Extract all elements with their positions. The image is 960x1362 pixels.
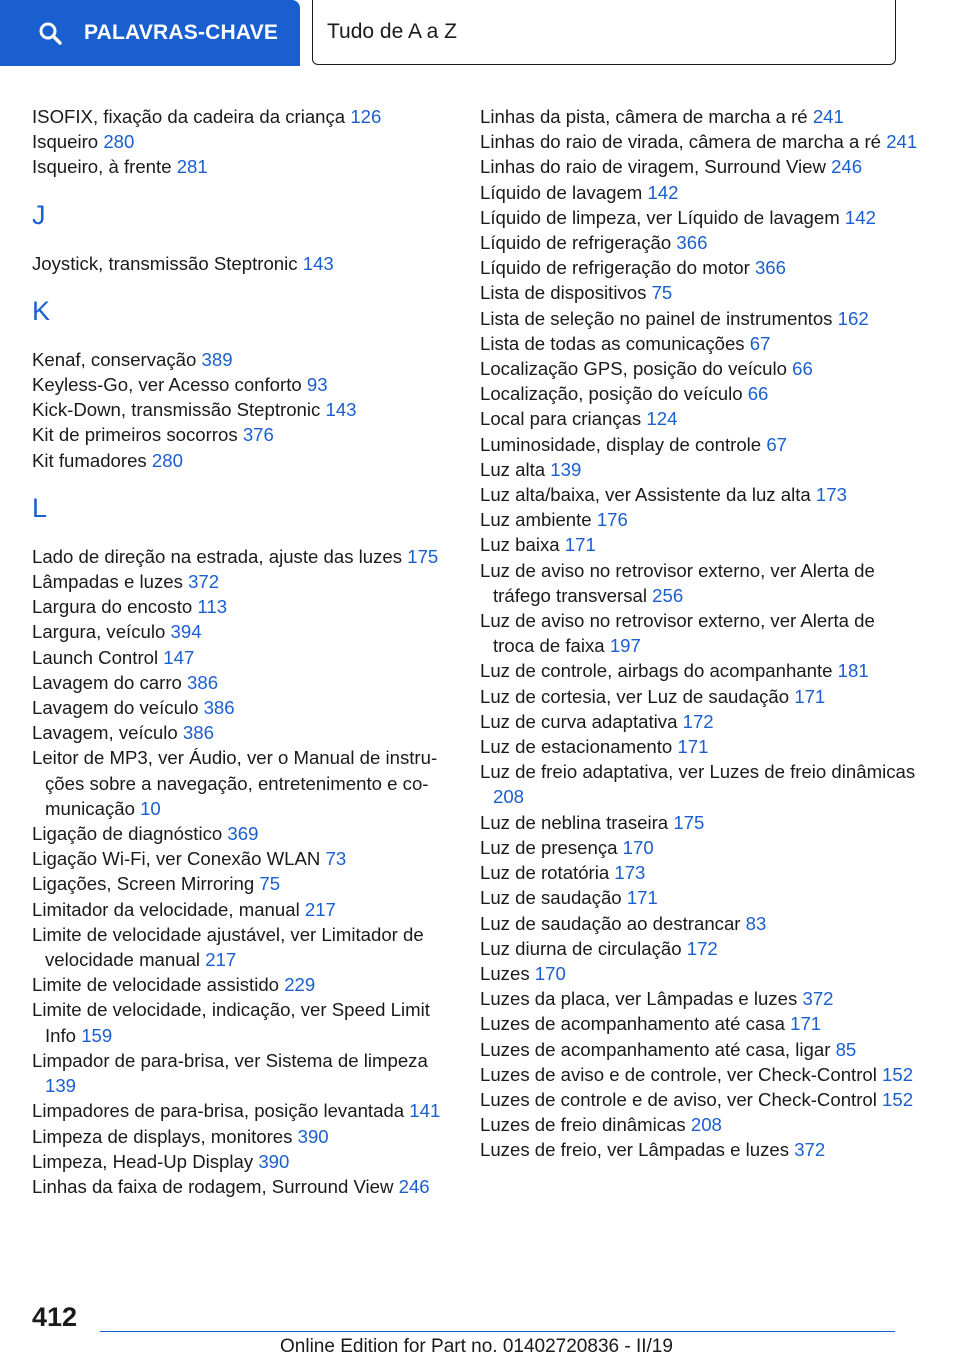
index-entry-text: Lavagem do carro	[32, 671, 182, 693]
index-entry	[32, 154, 462, 179]
index-entry	[32, 544, 462, 569]
page-reference-link[interactable]: 229	[284, 974, 316, 996]
page-reference-link[interactable]: 376	[242, 424, 274, 446]
page-reference-link[interactable]: 386	[182, 722, 214, 744]
index-entry-text: Kit fumadores	[32, 449, 147, 471]
page-reference-link[interactable]: 171	[790, 1013, 822, 1035]
index-entry-text: Luzes de freio, ver Lâmpadas e luzes	[480, 1139, 790, 1161]
page-reference-link[interactable]: 366	[676, 232, 708, 254]
index-entry-text: Limite de velocidade, indicação, ver Speed Limit Info	[32, 999, 430, 1046]
index-entry	[480, 280, 920, 305]
index-entry-text: Líquido de refrigeração do motor	[480, 257, 750, 279]
index-entry-text: Isqueiro	[32, 131, 99, 153]
index-entry	[480, 1011, 920, 1036]
index-entry-text: Líquido de limpeza, ver Líquido de lavagem	[480, 206, 840, 228]
index-entry	[480, 331, 920, 356]
index-entry-text: Lado de direção na estrada, ajuste das luzes	[32, 545, 403, 567]
index-entry-text: Limpeza de displays, monitores	[32, 1125, 293, 1147]
index-entry	[32, 397, 462, 422]
index-entry-text: Luz de aviso no retrovisor externo, ver Alerta de troca de faixa	[480, 610, 875, 657]
page-reference-link[interactable]: 256	[652, 584, 684, 606]
index-entry	[32, 997, 462, 1047]
index-entry-text: Luz baixa	[480, 534, 560, 556]
index-letter-heading: J	[32, 199, 46, 230]
page-reference-link[interactable]: 172	[686, 937, 718, 959]
index-entry	[480, 104, 920, 129]
index-entry	[32, 1098, 462, 1123]
page-reference-link[interactable]: 386	[187, 671, 219, 693]
page-reference-link[interactable]: 143	[302, 252, 334, 274]
index-entry-text: Luz alta/baixa, ver Assistente da luz alta	[480, 484, 811, 506]
index-entry-text: Lavagem do veículo	[32, 697, 199, 719]
page-reference-link[interactable]: 390	[297, 1125, 329, 1147]
page-reference-link[interactable]: 139	[45, 1075, 77, 1097]
index-entry	[32, 448, 462, 473]
index-entry	[480, 558, 920, 608]
index-entry-text: Limpeza, Head-Up Display	[32, 1150, 254, 1172]
page-reference-link[interactable]: 171	[626, 887, 658, 909]
index-entry-text: Isqueiro, à frente	[32, 156, 172, 178]
index-entry-text: Luz de presença	[480, 836, 618, 858]
page-reference-link[interactable]: 386	[203, 697, 235, 719]
index-entry	[32, 1124, 462, 1149]
index-entry	[480, 482, 920, 507]
page-reference-link[interactable]: 394	[170, 621, 202, 643]
index-entry	[32, 720, 462, 745]
index-entry-text: Limitador da velocidade, manual	[32, 898, 300, 920]
index-entry	[480, 255, 920, 280]
index-entry-text: Linhas do raio de virada, câmera de marcha a ré	[480, 131, 882, 153]
index-entry	[480, 658, 920, 683]
index-entry	[32, 619, 462, 644]
index-entry-text: Leitor de MP3, ver Áudio, ver o Manual de instruções sobre a navegação, entretenimento e comunicação	[32, 747, 438, 819]
index-entry	[480, 1087, 920, 1112]
index-entry	[480, 306, 920, 331]
index-entry	[480, 432, 920, 457]
page-reference-link[interactable]: 366	[754, 257, 786, 279]
index-entry-text: Limpadores de para-brisa, posição levantada	[32, 1100, 405, 1122]
index-entry	[480, 885, 920, 910]
index-column-right	[480, 104, 920, 1163]
keywords-search-tab[interactable]	[0, 0, 300, 66]
page-reference-link[interactable]: 389	[201, 348, 233, 370]
page-reference-link[interactable]: 10	[140, 797, 161, 819]
page-reference-link[interactable]: 85	[835, 1038, 857, 1060]
index-entry	[32, 1174, 462, 1199]
page-reference-link[interactable]: 241	[812, 106, 844, 127]
page-reference-link[interactable]: 197	[609, 635, 641, 657]
search-icon	[38, 21, 62, 45]
index-entry-text: Ligações, Screen Mirroring	[32, 873, 255, 895]
index-entry	[32, 922, 462, 972]
page-reference-link[interactable]: 143	[325, 399, 357, 421]
page-reference-link[interactable]: 152	[882, 1088, 914, 1110]
index-entry-text: Limite de velocidade ajustável, ver Limitador de velocidade manual	[32, 923, 424, 971]
page-reference-link[interactable]: 124	[646, 408, 678, 430]
index-entry-text: Luz alta	[480, 458, 546, 480]
search-tab-label: PALAVRAS-CHAVE	[84, 21, 279, 44]
page-reference-link[interactable]: 246	[398, 1175, 430, 1197]
index-entry	[480, 532, 920, 557]
index-entry-text: Linhas da pista, câmera de marcha a ré	[480, 106, 808, 127]
page-reference-link[interactable]: 217	[205, 949, 237, 971]
page-reference-link[interactable]: 162	[837, 307, 869, 329]
index-entry	[480, 154, 920, 179]
page-reference-link[interactable]: 73	[325, 848, 347, 870]
page-reference-link[interactable]: 175	[673, 811, 705, 833]
page-reference-link[interactable]: 142	[844, 206, 876, 228]
index-entry-text: Luz de saudação ao destrancar	[480, 912, 741, 934]
page-reference-link[interactable]: 147	[163, 646, 195, 668]
index-entry	[480, 759, 920, 809]
page-reference-link[interactable]: 173	[815, 484, 847, 506]
page-reference-link[interactable]: 176	[596, 509, 628, 531]
edition-footer: Online Edition for Part no. 01402720836 - II/19	[280, 1336, 673, 1357]
page-reference-link[interactable]: 152	[882, 1063, 914, 1085]
index-entry	[32, 871, 462, 896]
index-entry-text: Luz de rotatória	[480, 862, 610, 884]
index-entry	[480, 1112, 920, 1137]
index-entry-text: Líquido de lavagem	[480, 181, 643, 203]
page-reference-link[interactable]: 372	[794, 1139, 826, 1161]
page-reference-link[interactable]: 217	[304, 898, 336, 920]
page-reference-link[interactable]: 246	[831, 156, 863, 178]
index-entry-text: Localização GPS, posição do veículo	[480, 358, 787, 380]
index-entry-text: Local para crianças	[480, 408, 642, 430]
index-entry	[32, 745, 462, 821]
index-letter-heading: L	[32, 492, 48, 523]
index-entry-text: Lista de todas as comunicações	[480, 332, 745, 354]
index-entry-text: Luzes de freio dinâmicas	[480, 1114, 686, 1136]
index-entry	[32, 1048, 462, 1098]
index-entry-text: Largura, veículo	[32, 621, 166, 643]
page-reference-link[interactable]: 390	[258, 1150, 290, 1172]
page-reference-link[interactable]: 372	[802, 988, 834, 1010]
page-reference-link[interactable]: 139	[550, 458, 582, 480]
index-entry-text: Lista de seleção no painel de instrumentos	[480, 307, 833, 329]
index-entry-text: Luz de curva adaptativa	[480, 710, 678, 732]
index-entry	[480, 961, 920, 986]
page-reference-link[interactable]: 66	[747, 383, 769, 405]
index-entry	[480, 129, 920, 154]
page-reference-link[interactable]: 170	[534, 962, 566, 984]
page-reference-link[interactable]: 75	[651, 282, 673, 304]
index-entry-text: Luz de estacionamento	[480, 736, 673, 758]
index-entry	[32, 569, 462, 594]
index-entry-text: Ligação Wi-Fi, ver Conexão WLAN	[32, 848, 321, 870]
index-entry	[32, 251, 462, 276]
page-reference-link[interactable]: 172	[682, 710, 714, 732]
page-reference-link[interactable]: 181	[837, 660, 869, 682]
index-entry	[480, 1062, 920, 1087]
index-entry-text: Luzes	[480, 962, 530, 984]
page-reference-link[interactable]: 281	[176, 156, 208, 178]
index-entry	[480, 709, 920, 734]
page-reference-link[interactable]: 173	[614, 862, 646, 884]
index-entry	[480, 381, 920, 406]
page-reference-link[interactable]: 75	[259, 873, 281, 895]
index-entry	[32, 594, 462, 619]
index-entry	[32, 104, 462, 129]
index-column-left	[32, 104, 462, 1199]
index-entry	[32, 347, 462, 372]
index-entry	[32, 670, 462, 695]
index-entry-text: Luzes de controle e de aviso, ver Check-Control	[480, 1088, 877, 1110]
page-reference-link[interactable]: 126	[350, 106, 382, 127]
page-reference-link[interactable]: 241	[886, 131, 918, 153]
index-entry-text: Luz de cortesia, ver Luz de saudação	[480, 685, 790, 707]
index-entry	[32, 897, 462, 922]
page-reference-link[interactable]: 142	[647, 181, 679, 203]
page-reference-link[interactable]: 66	[792, 358, 813, 380]
index-entry-text: Luzes da placa, ver Lâmpadas e luzes	[480, 988, 798, 1010]
index-entry-text: Luzes de acompanhamento até casa	[480, 1013, 785, 1035]
index-entry-text: Kenaf, conservação	[32, 348, 197, 370]
index-entry-text: Luz ambiente	[480, 509, 592, 531]
index-entry	[480, 507, 920, 532]
index-entry	[480, 684, 920, 709]
index-entry-text: Linhas da faixa de rodagem, Surround View	[32, 1175, 394, 1197]
index-entry-text: Largura do encosto	[32, 596, 193, 618]
index-entry	[480, 860, 920, 885]
page-reference-link[interactable]: 171	[794, 685, 826, 707]
page-reference-link[interactable]: 372	[188, 571, 220, 593]
index-entry	[32, 129, 462, 154]
index-entry	[32, 695, 462, 720]
page-reference-link[interactable]: 280	[103, 131, 135, 153]
index-entry-text: Luz de controle, airbags do acompanhante	[480, 660, 833, 682]
page-reference-link[interactable]: 175	[407, 545, 439, 567]
index-entry	[480, 230, 920, 255]
footer-divider	[100, 1331, 895, 1332]
index-entry	[32, 372, 462, 397]
index-entry-text: Luz de neblina traseira	[480, 811, 669, 833]
index-entry	[480, 205, 920, 230]
index-entry-text: Lista de dispositivos	[480, 282, 647, 304]
index-entry	[32, 1149, 462, 1174]
index-entry-text: ISOFIX, fixação da cadeira da criança	[32, 106, 346, 127]
index-entry-text: Ligação de diagnóstico	[32, 823, 223, 845]
page-reference-link[interactable]: 171	[677, 736, 709, 758]
index-letter-heading: K	[32, 295, 51, 326]
index-entry-text: Joystick, transmissão Steptronic	[32, 252, 298, 274]
index-entry	[32, 846, 462, 871]
index-entry	[480, 1037, 920, 1062]
page-reference-link[interactable]: 83	[745, 912, 767, 934]
index-entry-text: Luz de freio adaptativa, ver Luzes de freio dinâmicas	[480, 761, 916, 783]
index-entry	[480, 810, 920, 835]
index-entry-text: Lâmpadas e luzes	[32, 571, 183, 593]
index-entry	[480, 986, 920, 1011]
page-reference-link[interactable]: 170	[622, 836, 654, 858]
index-entry-text: Luzes de acompanhamento até casa, ligar	[480, 1038, 831, 1060]
index-entry-text: Luminosidade, display de controle	[480, 433, 762, 455]
index-entry-text: Luz de saudação	[480, 887, 622, 909]
index-entry	[480, 911, 920, 936]
index-entry	[480, 180, 920, 205]
index-entry	[480, 406, 920, 431]
index-entry-text: Lavagem, veículo	[32, 722, 178, 744]
index-entry	[480, 835, 920, 860]
page-reference-link[interactable]: 171	[564, 534, 596, 556]
index-entry	[32, 645, 462, 670]
index-entry	[480, 936, 920, 961]
page-reference-link[interactable]: 67	[749, 332, 771, 354]
section-title: Tudo de A a Z	[327, 20, 457, 43]
page-number: 412	[32, 1302, 78, 1332]
index-entry-text: Launch Control	[32, 646, 159, 668]
index-entry-text: Luz de aviso no retrovisor externo, ver Alerta de tráfego transversal	[480, 559, 875, 606]
index-entry	[480, 457, 920, 482]
index-entry	[480, 734, 920, 759]
index-entry	[32, 422, 462, 447]
index-entry-text: Limpador de para-brisa, ver Sistema de limpeza	[32, 1049, 428, 1071]
index-entry-text: Luz diurna de circulação	[480, 937, 682, 959]
page-reference-link[interactable]: 67	[766, 433, 788, 455]
index-entry	[480, 1137, 920, 1162]
page-reference-link[interactable]: 208	[493, 786, 525, 808]
index-entry	[32, 821, 462, 846]
page-reference-link[interactable]: 369	[227, 823, 259, 845]
page-reference-link[interactable]: 280	[151, 449, 183, 471]
page-header	[0, 0, 960, 66]
index-entry-text: Líquido de refrigeração	[480, 232, 672, 254]
index-entry-text: Kick-Down, transmissão Steptronic	[32, 399, 321, 421]
index-entry	[32, 972, 462, 997]
section-title-tab[interactable]	[312, 0, 896, 65]
page-reference-link[interactable]: 93	[306, 374, 328, 396]
index-entry-text: Localização, posição do veículo	[480, 383, 743, 405]
index-entry-text: Luzes de aviso e de controle, ver Check-Control	[480, 1063, 877, 1085]
page-reference-link[interactable]: 113	[197, 596, 228, 618]
index-entry-text: Limite de velocidade assistido	[32, 974, 280, 996]
index-entry	[480, 356, 920, 381]
page-reference-link[interactable]: 141	[409, 1100, 441, 1122]
index-entry-text: Linhas do raio de viragem, Surround View	[480, 156, 826, 178]
index-entry-text: Keyless-Go, ver Acesso conforto	[32, 374, 302, 396]
index-entry	[480, 608, 920, 658]
page-reference-link[interactable]: 159	[81, 1024, 113, 1046]
index-entry-text: Kit de primeiros socorros	[32, 424, 238, 446]
page-reference-link[interactable]: 208	[690, 1114, 722, 1136]
